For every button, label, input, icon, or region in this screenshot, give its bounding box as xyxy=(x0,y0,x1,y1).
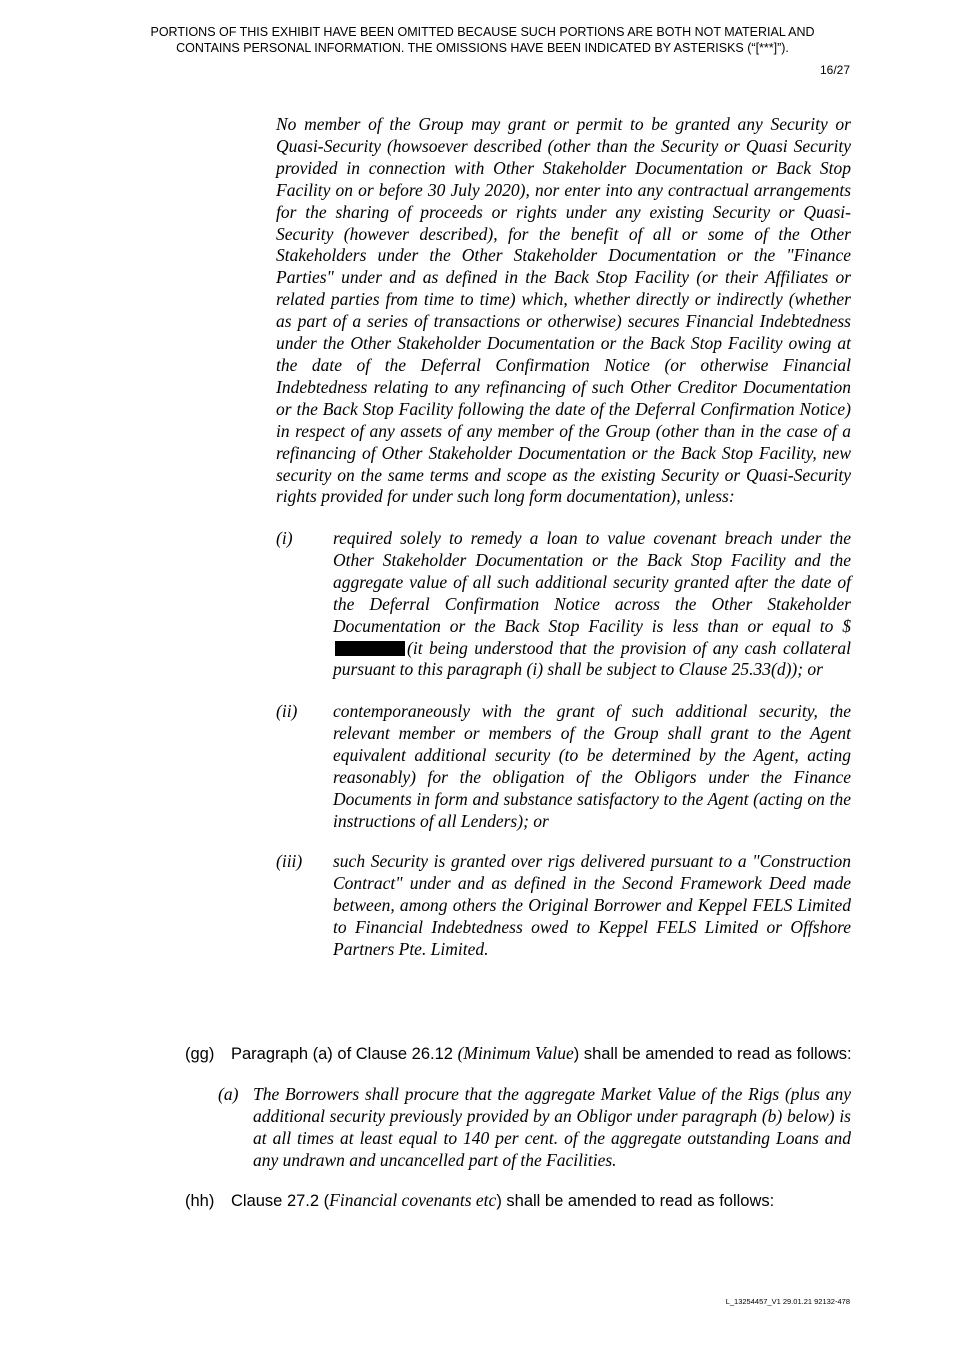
amendment-gg-text-before: Paragraph (a) of Clause 26.12 xyxy=(231,1045,458,1063)
amendment-hh-text-before: Clause 27.2 ( xyxy=(231,1192,330,1210)
omission-notice-line-2: CONTAINS PERSONAL INFORMATION. THE OMISSIONS HAVE BEEN INDICATED BY ASTERISKS (“[***]”). xyxy=(176,41,789,55)
omission-notice-line-1: PORTIONS OF THIS EXHIBIT HAVE BEEN OMITTED BECAUSE SUCH PORTIONS ARE BOTH NOT MATERIAL AND xyxy=(150,25,815,39)
redaction-block xyxy=(335,641,405,656)
item-text-i xyxy=(333,528,851,681)
page-number: 16/27 xyxy=(819,63,850,77)
item-text-iii: such Security is granted over rigs delivered pursuant to a "Construction Contract" under and as defined in the Second Framework Deed made between, among others the Original Borrower and Keppel FELS Limited to Financial Indebtedness owed to Keppel FELS Limited or Offshore Partners Pte. Limited. xyxy=(333,851,851,959)
item-label-iii: (iii) xyxy=(276,851,303,871)
amendment-gg xyxy=(185,1042,852,1065)
gg-sub-text-a: The Borrowers shall procure that the aggregate Market Value of the Rigs (plus any additional security previously provided by an Obligor under paragraph (b) below) is at all times at least equal to 140 per cent. of the aggregate outstanding Loans and any undrawn and uncancelled part of the Facilities. xyxy=(253,1084,851,1170)
item-text-ii: contemporaneously with the grant of such additional security, the relevant member or members of the Group shall grant to the Agent equivalent additional security (to be determined by the Agent, acting reasonably) for the obligation of the Obligors under the Finance Documents in form and substance satisfactory to the Agent (acting on the instructions of all Lenders); or xyxy=(333,701,851,831)
item-label-ii: (ii) xyxy=(276,701,298,721)
item-text-i-before: required solely to remedy a loan to value covenant breach under the Other Stakeholder Documentation or the Back Stop Facility and the aggregate value of all such additional security granted after the date of the Deferral Confirmation Notice across the Other Stakeholder Documentation or the Back Stop Facility is less than or equal to $ xyxy=(333,528,851,636)
amendment-gg-label: (gg) xyxy=(185,1045,215,1063)
amendment-hh xyxy=(185,1189,774,1212)
amendment-gg-title: (Minimum Value xyxy=(457,1043,574,1063)
page-header xyxy=(100,24,865,56)
amendment-hh-text-after: ) shall be amended to read as follows: xyxy=(496,1192,775,1210)
item-label-i: (i) xyxy=(276,528,293,548)
gg-sub-label-a: (a) xyxy=(218,1084,239,1104)
amendment-hh-title: Financial covenants etc xyxy=(329,1190,497,1210)
amendment-hh-label: (hh) xyxy=(185,1192,215,1210)
item-text-i-after: (it being understood that the provision of any cash collateral pursuant to this paragraph (i) shall be subject to Clause 25.33(d)); or xyxy=(333,637,851,680)
amendment-gg-text-after: ) shall be amended to read as follows: xyxy=(573,1045,852,1063)
main-paragraph: No member of the Group may grant or permit to be granted any Security or Quasi-Security (howsoever described (other than the Security or Quasi Security provided in connection with Other Stakeholder Documentation or Back Stop Facility on or before 30 July 2020), nor enter into any contractual arrangements for the sharing of proceeds or rights under any existing Security or Quasi-Security (however described), for the benefit of all or some of the Other Stakeholders under the Other Stakeholder Documentation or the "Finance Parties" under and as defined in the Back Stop Facility (or their Affiliates or related parties from time to time) which, whether directly or indirectly (whether as part of a series of transactions or otherwise) secures Financial Indebtedness under the Other Stakeholder Documentation or the Back Stop Facility owing at the date of the Deferral Confirmation Notice (or otherwise Financial Indebtedness relating to any refinancing of such Other Creditor Documentation or the Back Stop Facility following the date of the Deferral Confirmation Notice) in respect of any assets of any member of the Group (other than in the case of a refinancing of Other Stakeholder Documentation or the Back Stop Facility, new security on the same terms and scope as the existing Security or Quasi-Security rights provided for under such long form documentation), unless: xyxy=(276,114,851,507)
document-reference: L_13254457_V1 29.01.21 92132-478 xyxy=(725,1297,850,1306)
